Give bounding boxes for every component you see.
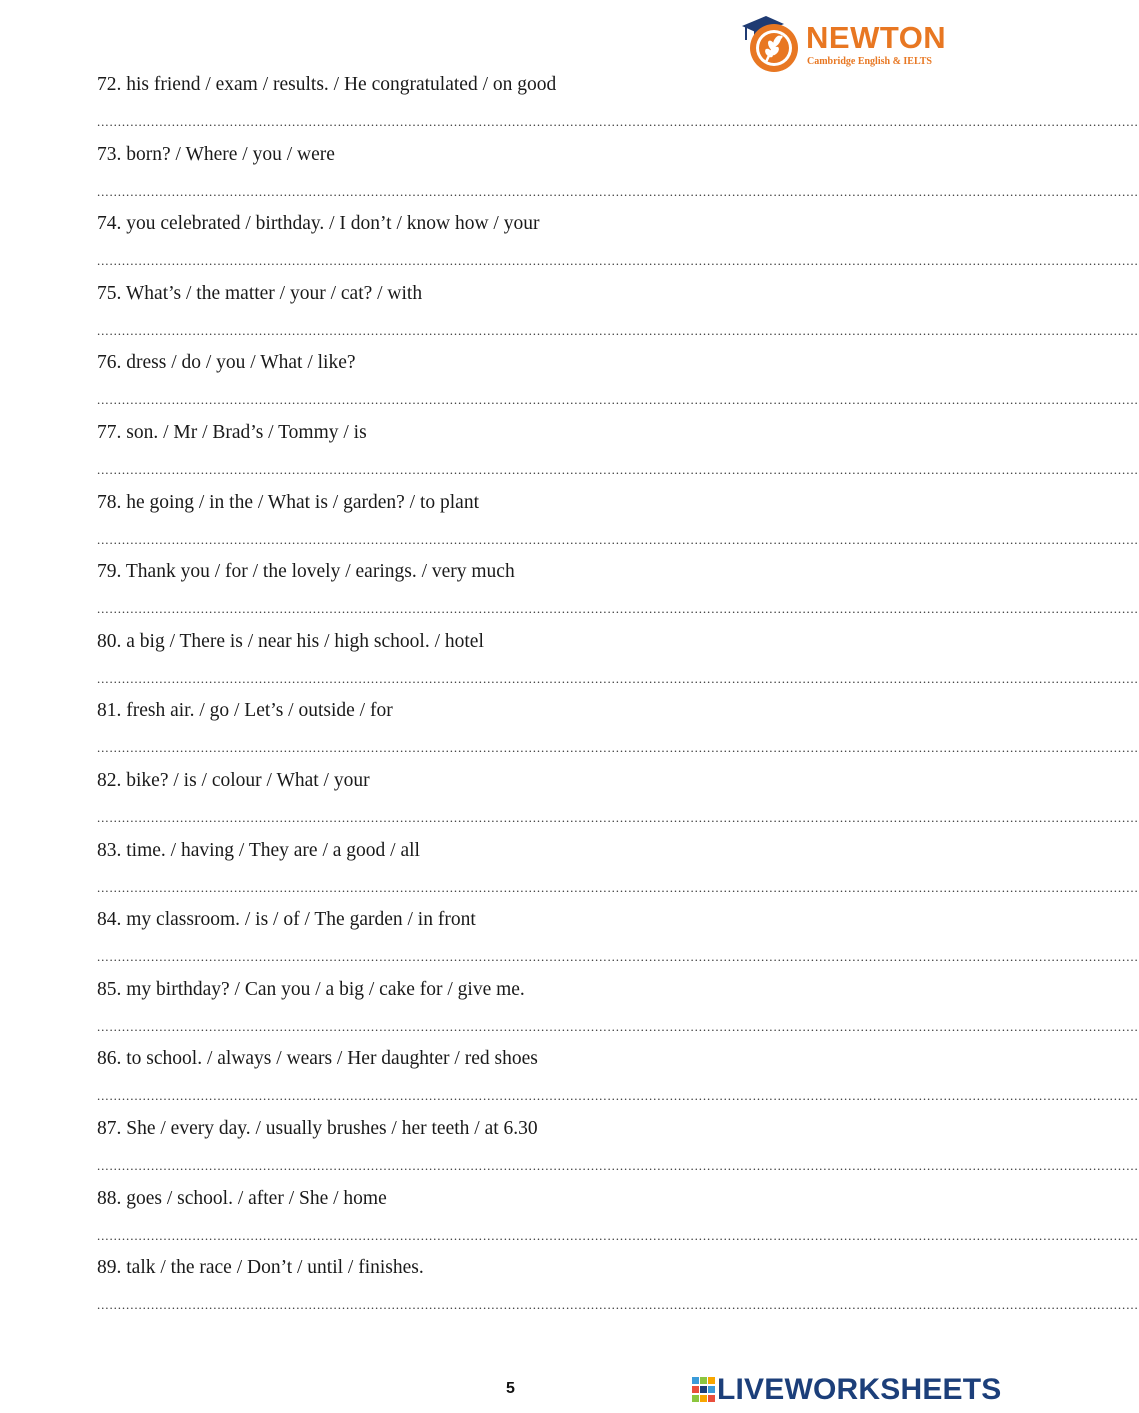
exercise-item <box>97 209 1139 279</box>
exercise-item <box>97 975 1139 1045</box>
exercise-item <box>97 905 1139 975</box>
answer-line[interactable]: ........................................................................................................................................................................................................................................................... <box>97 1157 1139 1173</box>
answer-line[interactable]: ........................................................................................................................................................................................................................................................... <box>97 809 1139 825</box>
exercise-item <box>97 627 1139 697</box>
exercise-prompt: 86. to school. / always / wears / Her daughter / red shoes <box>97 1048 538 1070</box>
exercise-item <box>97 140 1139 210</box>
exercise-prompt: 87. She / every day. / usually brushes / her teeth / at 6.30 <box>97 1117 538 1139</box>
exercise-item <box>97 1253 1139 1323</box>
answer-line[interactable]: ........................................................................................................................................................................................................................................................... <box>97 183 1139 199</box>
exercise-item <box>97 279 1139 349</box>
answer-line[interactable]: ........................................................................................................................................................................................................................................................... <box>97 114 1139 129</box>
answer-line[interactable]: ........................................................................................................................................................................................................................................................... <box>97 531 1139 547</box>
answer-line[interactable]: ........................................................................................................................................................................................................................................................... <box>97 1297 1139 1313</box>
answer-line[interactable]: ........................................................................................................................................................................................................................................................... <box>97 1018 1139 1034</box>
exercise-prompt: 77. son. / Mr / Brad’s / Tommy / is <box>97 421 367 443</box>
answer-line[interactable]: ........................................................................................................................................................................................................................................................... <box>97 601 1139 617</box>
brand-name: NEWTON <box>806 20 947 55</box>
exercise-item <box>97 418 1139 488</box>
exercise-item <box>97 836 1139 906</box>
exercise-item <box>97 1184 1139 1254</box>
answer-line[interactable]: ........................................................................................................................................................................................................................................................... <box>97 461 1139 477</box>
exercise-prompt: 83. time. / having / They are / a good / all <box>97 839 420 861</box>
exercise-prompt: 84. my classroom. / is / of / The garden / in front <box>97 909 476 931</box>
exercise-item <box>97 488 1139 558</box>
exercise-prompt: 89. talk / the race / Don’t / until / finishes. <box>97 1257 424 1279</box>
answer-line[interactable]: ........................................................................................................................................................................................................................................................... <box>97 392 1139 408</box>
answer-line[interactable]: ........................................................................................................................................................................................................................................................... <box>97 1088 1139 1104</box>
exercise-prompt: 79. Thank you / for / the lovely / earings. / very much <box>97 561 515 583</box>
exercise-item <box>97 1044 1139 1114</box>
answer-line[interactable]: ........................................................................................................................................................................................................................................................... <box>97 322 1139 338</box>
answer-line[interactable]: ........................................................................................................................................................................................................................................................... <box>97 949 1139 965</box>
exercise-prompt: 76. dress / do / you / What / like? <box>97 352 356 374</box>
exercise-prompt: 82. bike? / is / colour / What / your <box>97 769 370 791</box>
liveworksheets-wordmark: LIVEWORKSHEETS <box>717 1373 1002 1406</box>
exercise-prompt: 88. goes / school. / after / She / home <box>97 1187 387 1209</box>
answer-line[interactable]: ........................................................................................................................................................................................................................................................... <box>97 1227 1139 1243</box>
answer-line[interactable]: ........................................................................................................................................................................................................................................................... <box>97 879 1139 895</box>
answer-line[interactable]: ........................................................................................................................................................................................................................................................... <box>97 253 1139 269</box>
exercise-prompt: 80. a big / There is / near his / high school. / hotel <box>97 630 484 652</box>
exercise-prompt: 78. he going / in the / What is / garden? / to plant <box>97 491 479 513</box>
exercise-item <box>97 557 1139 627</box>
page-number: 5 <box>506 1380 515 1397</box>
liveworksheets-emblem-icon <box>692 1377 716 1403</box>
exercise-prompt: 73. born? / Where / you / were <box>97 143 335 165</box>
newton-logo <box>740 10 947 76</box>
exercise-prompt: 81. fresh air. / go / Let’s / outside / for <box>97 700 393 722</box>
exercise-list <box>97 70 1139 1323</box>
liveworksheets-logo <box>692 1373 1002 1407</box>
exercise-item <box>97 70 1139 140</box>
newton-emblem-icon <box>740 10 806 76</box>
exercise-item <box>97 696 1139 766</box>
answer-line[interactable]: ........................................................................................................................................................................................................................................................... <box>97 740 1139 756</box>
exercise-prompt: 72. his friend / exam / results. / He congratulated / on good <box>97 74 557 95</box>
exercise-item <box>97 348 1139 418</box>
exercise-prompt: 74. you celebrated / birthday. / I don’t / know how / your <box>97 213 540 235</box>
exercise-prompt: 75. What’s / the matter / your / cat? / with <box>97 282 423 304</box>
exercise-prompt: 85. my birthday? / Can you / a big / cake for / give me. <box>97 978 525 1000</box>
answer-line[interactable]: ........................................................................................................................................................................................................................................................... <box>97 670 1139 686</box>
exercise-item <box>97 1114 1139 1184</box>
brand-tagline: Cambridge English & IELTS <box>807 56 932 67</box>
exercise-item <box>97 766 1139 836</box>
